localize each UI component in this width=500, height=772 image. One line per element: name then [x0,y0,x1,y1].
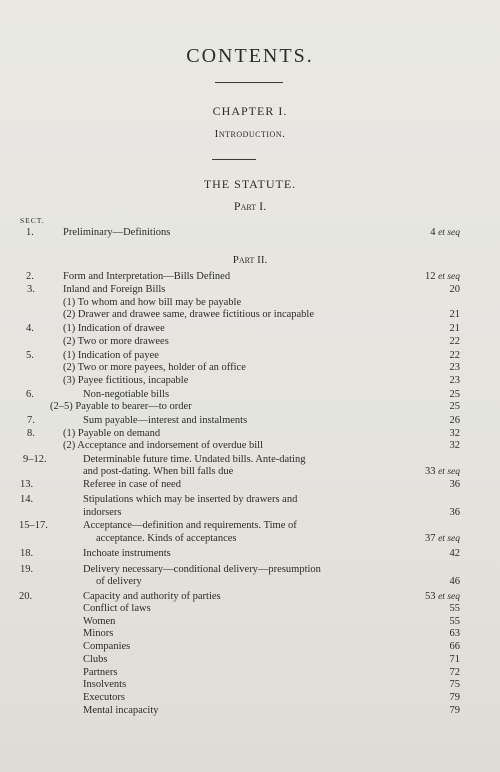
entry-title: (2–5) Payable to bearer—to order [50,401,192,412]
page-number: 4 et seq [430,227,460,238]
section-number: 6. [26,389,34,400]
entry-title: Women [83,616,116,627]
chapter-rule [212,159,256,160]
entry-title: (2) Acceptance and indorsement of overdue bill [63,440,264,451]
page-number: 21 [449,323,460,334]
page-number: 36 [449,507,460,518]
section-number: 2. [26,271,34,282]
page-number: 66 [449,641,460,652]
entry-title: Referee in case of need [83,479,181,490]
entry-title: Acceptance—definition and requirements. Time of [83,520,297,531]
page-number: 26 [449,415,460,426]
part-one-heading: Part I. [233,199,267,213]
entry-title: and post-dating. When bill falls due [83,466,234,477]
entry-title: Conflict of laws [83,603,151,614]
entry-title: Preliminary—Definitions [63,227,171,238]
page-number: 32 [449,428,460,439]
page-number: 25 [449,389,460,400]
page-number: 22 [449,336,460,347]
section-number: 13. [20,479,34,490]
entry-title: (1) Indication of drawee [63,323,165,334]
entry-title: Mental incapacity [83,705,159,716]
page-number: 22 [449,350,460,361]
entry-title: (2) Two or more payees, holder of an office [63,362,246,373]
entry-title: indorsers [83,507,122,518]
section-number: 5. [26,350,34,361]
page-number: 36 [449,479,460,490]
section-number: 15–17. [19,520,48,531]
page-number: 32 [449,440,460,451]
entry-title: Partners [83,667,118,678]
page-number: 12 et seq [424,271,460,282]
section-number: 3. [27,284,35,295]
section-number: 9–12. [23,454,47,465]
chapter-subheading: Introduction. [214,128,286,140]
page-number: 79 [449,692,460,703]
section-number: 20. [19,591,33,602]
chapter-heading: CHAPTER I. [212,104,288,118]
entry-title: (1) Indication of payee [63,350,159,361]
entry-title: (2) Drawer and drawee same, drawee fictitious or incapable [63,309,315,320]
page-number: 53 et seq [424,591,460,602]
page-number: 71 [449,654,460,665]
entry-title: (1) To whom and how bill may be payable [63,297,242,308]
statute-heading: THE STATUTE. [203,177,297,191]
entry-title: Stipulations which may be inserted by drawers and [83,494,298,505]
entry-title: Sum payable—interest and instalments [83,415,248,426]
page-number: 46 [449,576,460,587]
page-number: 33 et seq [424,466,460,477]
entry-title: (2) Two or more drawees [63,336,169,347]
entry-title: Inland and Foreign Bills [63,284,166,295]
entry-title: Minors [83,628,114,639]
entry-title: Capacity and authority of parties [83,591,221,602]
sect-label: SECT. [20,216,45,225]
page-title: CONTENTS. [186,45,314,67]
entry-title: (1) Payable on demand [63,428,161,439]
entry-title: Inchoate instruments [83,548,171,559]
entry-title: (3) Payee fictitious, incapable [63,375,189,386]
title-rule [215,82,283,83]
page-number: 23 [449,362,460,373]
section-number: 7. [27,415,35,426]
section-number: 8. [27,428,35,439]
section-number: 19. [20,564,34,575]
page-number: 25 [449,401,460,412]
page-number: 63 [449,628,460,639]
entry-title: Determinable future time. Undated bills. Ante-dating [83,454,306,465]
section-number: 4. [26,323,34,334]
entry-title: Executors [83,692,125,703]
entry-title: Form and Interpretation—Bills Defined [63,271,231,282]
entry-title: acceptance. Kinds of acceptances [96,533,237,544]
entry-title: Insolvents [83,679,127,690]
page-number: 20 [449,284,460,295]
page-number: 75 [449,679,460,690]
page-number: 23 [449,375,460,386]
entry-title: Companies [83,641,131,652]
part-two-heading: Part II. [232,254,268,266]
page-number: 72 [449,667,460,678]
entry-title: of delivery [96,576,142,587]
entry-title: Delivery necessary—conditional delivery—presumption [83,564,321,575]
page-number: 55 [449,603,460,614]
section-number: 18. [20,548,34,559]
section-number: 14. [20,494,34,505]
entry-title: Clubs [83,654,108,665]
entry-title: Non-negotiable bills [83,389,170,400]
page-number: 21 [449,309,460,320]
page-number: 42 [449,548,460,559]
page-number: 37 et seq [424,533,460,544]
page-number: 79 [449,705,460,716]
section-number: 1. [26,227,34,238]
page-number: 55 [449,616,460,627]
